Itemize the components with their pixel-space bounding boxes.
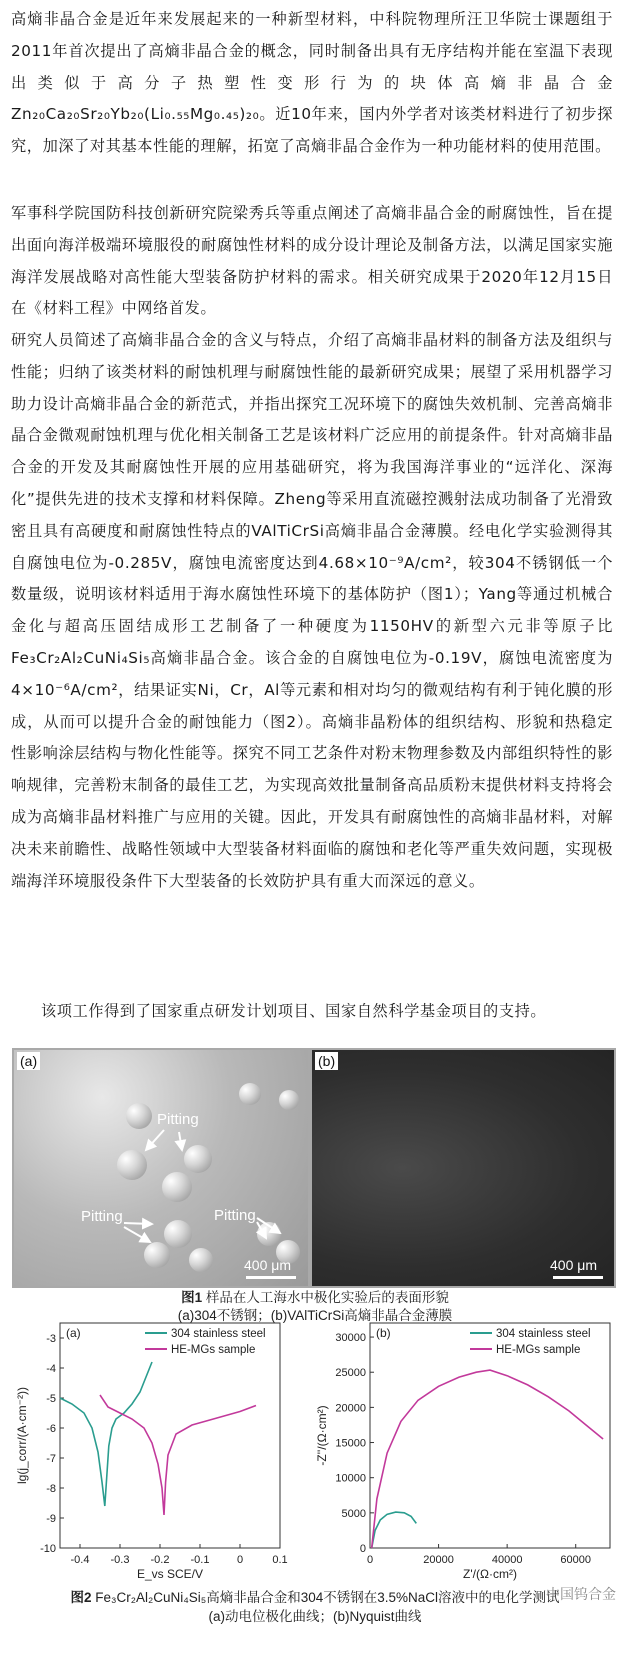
x-tick-label: -0.2	[150, 1554, 170, 1566]
figure-2-charts	[0, 1308, 630, 1583]
y-axis-label: lg(j_corr/(A·cm⁻²))	[15, 1387, 29, 1484]
sem-image-a	[14, 1050, 308, 1286]
pitting-label: Pitting	[214, 1207, 256, 1224]
panel-tag: (a)	[66, 1326, 81, 1340]
x-tick-label: 60000	[560, 1554, 592, 1566]
plot-frame	[60, 1323, 280, 1548]
paragraph-3: 研究人员简述了高熵非晶合金的含义与特点，介绍了高熵非晶材料的制备方法及组织与性能；归纳了该类材料的耐蚀机理与耐腐蚀性能的最新研究成果；展望了采用机器学习助力设计高熵非晶合金的新范式，并指出探究工况环境下的腐蚀失效机制、完善高熵非晶合金微观耐蚀机理与优化相关制备工艺是该材料广泛应用的前提条件。针对高熵非晶合金的开发及其耐腐蚀性开展的应用基础研究，将为我国海洋事业的“远洋化、深海化”提供先进的技术支撑和材料保障。Zheng等采用直流磁控溅射法成功制备了光滑致密且具有高硬度和耐腐蚀性特点的VAlTiCrSi高熵非晶合金薄膜。经电化学实验测得其自腐蚀电位为-0.285V，腐蚀电流密度达到4.68×10⁻⁹A/cm²，较304不锈钢低一个数量级，说明该材料适用于海水腐蚀性环境下的基体防护（图1）；Yang等通过机械合金化与超高压固结成形工艺制备了一种硬度为1150HV的新型六元非等原子比Fe₃Cr₂Al₂CuNi₄Si₅高熵非晶合金。该合金的自腐蚀电位为-0.19V，腐蚀电流密度为4×10⁻⁶A/cm²，结果证实Ni，Cr，Al等元素和相对均匀的微观结构有利于钝化膜的形成，从而可以提升合金的耐蚀能力（图2）。高熵非晶粉体的组织结构、形貌和热稳定性影响涂层结构与物化性能等。探究不同工艺条件对粉末物理参数及内部组织特性的影响规律，完善粉末制备的最佳工艺，为实现高效批量制备高品质粉末提供材料支持将会成为高熵非晶材料推广与应用的关键。因此，开发具有耐腐蚀性的高熵非晶材料，对解决未来前瞻性、战略性领域中大型装备材料面临的腐蚀和老化等严重失效问题，实现极端海洋环境服役条件下大型装备的长效防护具有重大而深远的意义。	[11, 331, 613, 890]
y-tick-label: 15000	[335, 1437, 366, 1450]
series-line	[60, 1362, 152, 1506]
y-tick-label: -10	[40, 1543, 56, 1555]
series-line	[372, 1512, 417, 1548]
y-tick-label: -4	[46, 1363, 56, 1375]
legend-label: 304 stainless steel	[496, 1328, 591, 1340]
y-tick-label: -8	[46, 1483, 56, 1495]
pitting-label: Pitting	[157, 1111, 199, 1128]
paragraph-4: 该项工作得到了国家重点研发计划项目、国家自然科学基金项目的支持。	[41, 1002, 547, 1020]
sem-image-b	[312, 1050, 614, 1286]
legend-label: HE-MGs sample	[171, 1344, 256, 1356]
y-tick-label: 0	[359, 1543, 366, 1555]
paragraph-1: 高熵非晶合金是近年来发展起来的一种新型材料，中科院物理所汪卫华院士课题组于2011年首次提出了高熵非晶合金的概念，同时制备出具有无序结构并能在室温下表现出类似于高分子热塑性变形行为的块体高熵非晶合金Zn₂₀Ca₂₀Sr₂₀Yb₂₀(Li₀.₅₅Mg₀.₄₅)₂₀。近10年来，国内外学者对该类材料进行了初步探究，加深了对其基本性能的理解，拓宽了高熵非晶合金作为一种功能材料的使用范围。	[11, 10, 613, 156]
x-tick-label: -0.3	[110, 1554, 130, 1566]
figure-2-caption	[0, 1588, 630, 1607]
y-tick-label: -5	[46, 1393, 56, 1405]
y-tick-label: -9	[46, 1513, 56, 1525]
y-tick-label: -3	[46, 1333, 56, 1345]
x-tick-label: 0	[236, 1554, 244, 1566]
y-tick-label: -7	[46, 1453, 56, 1465]
figure-2-number: 图2	[70, 1590, 92, 1605]
scale-label-a: 400 μm	[244, 1257, 291, 1273]
panel-b-tag: (b)	[315, 1052, 338, 1070]
legend-label: 304 stainless steel	[171, 1328, 266, 1340]
pitting-label: Pitting	[81, 1208, 123, 1225]
figure-1-number: 图1	[181, 1290, 203, 1305]
legend-label: HE-MGs sample	[496, 1344, 581, 1356]
y-tick-label: 25000	[335, 1367, 366, 1380]
x-tick-label: -0.4	[70, 1554, 90, 1566]
figure-2	[0, 1308, 630, 1583]
x-tick-label: 0.1	[272, 1554, 288, 1566]
x-tick-label: 0	[366, 1554, 374, 1566]
series-line	[372, 1370, 603, 1548]
pitting-arrows	[14, 1050, 308, 1286]
figure-2-caption-line2: (a)动电位极化曲线；(b)Nyquist曲线	[208, 1609, 422, 1624]
x-tick-label: 20000	[423, 1554, 454, 1566]
x-axis-label: Z'/(Ω·cm²)	[463, 1567, 517, 1581]
y-tick-label: 30000	[335, 1332, 366, 1345]
y-tick-label: 5000	[341, 1507, 366, 1520]
figure-1-caption-line2: (a)304不锈钢；(b)VAlTiCrSi高熵非晶合金薄膜	[177, 1308, 453, 1323]
scale-bar-a	[246, 1276, 296, 1279]
x-tick-label: 40000	[491, 1554, 523, 1566]
figure-1-caption-text: 样品在人工海水中极化实验后的表面形貌	[205, 1290, 449, 1305]
x-tick-label: -0.1	[190, 1554, 210, 1566]
y-tick-label: 20000	[335, 1402, 366, 1415]
scale-label-b: 400 μm	[550, 1257, 597, 1273]
panel-tag: (b)	[376, 1326, 391, 1340]
panel-a-tag: (a)	[17, 1052, 40, 1070]
scale-bar-b	[553, 1276, 603, 1279]
figure-1	[12, 1048, 616, 1288]
x-axis-label: E_vs SCE/V	[136, 1567, 204, 1581]
watermark: 中国钨合金	[546, 1586, 616, 1602]
y-tick-label: -6	[46, 1423, 56, 1435]
figure-1-caption	[0, 1288, 630, 1307]
y-axis-label: -Z''/(Ω·cm²)	[315, 1405, 329, 1466]
paragraph-2: 军事科学院国防科技创新研究院梁秀兵等重点阐述了高熵非晶合金的耐腐蚀性，旨在提出面向海洋极端环境服役的耐腐蚀性材料的成分设计理论及制备方法，以满足国家实施海洋发展战略对高性能大型装备防护材料的需求。相关研究成果于2020年12月15日在《材料工程》中网络首发。	[11, 204, 613, 318]
figure-2-caption-text: Fe₃Cr₂Al₂CuNi₄Si₅高熵非晶合金和304不锈钢在3.5%NaCl溶液中的电化学测试	[95, 1590, 560, 1605]
y-tick-label: 10000	[335, 1472, 366, 1485]
